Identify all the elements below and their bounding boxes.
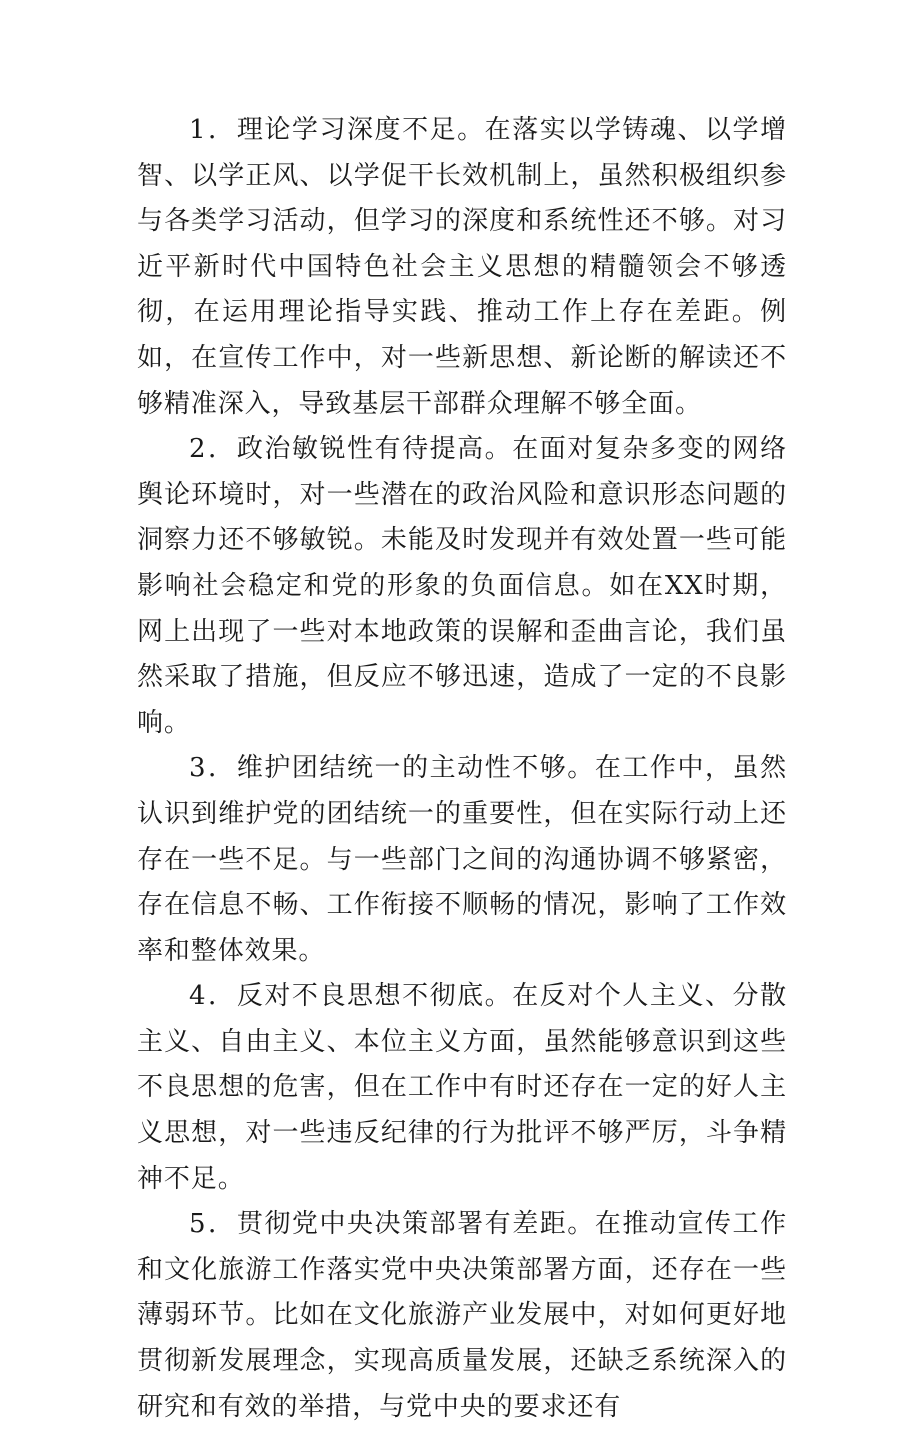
paragraph-1	[137, 108, 787, 427]
paragraph-text: 理论学习深度不足。在落实以学铸魂、以学增智、以学正风、以学促干长效机制上，虽然积极组织参与各类学习活动，但学习的深度和系统性还不够。对习近平新时代中国特色社会主义思想的精髓领会不够透彻，在运用理论指导实践、推动工作上存在差距。例如，在宣传工作中，对一些新思想、新论断的解读还不够精准深入，导致基层干部群众理解不够全面。	[137, 115, 787, 419]
paragraph-text: 贯彻党中央决策部署有差距。在推动宣传工作和文化旅游工作落实党中央决策部署方面，还存在一些薄弱环节。比如在文化旅游产业发展中，对如何更好地贯彻新发展理念，实现高质量发展，还缺乏系统深入的研究和有效的举措，与党中央的要求还有	[137, 1209, 787, 1422]
paragraph-text: 政治敏锐性有待提高。在面对复杂多变的网络舆论环境时，对一些潜在的政治风险和意识形态问题的洞察力还不够敏锐。未能及时发现并有效处置一些可能影响社会稳定和党的形象的负面信息。如在XX时期，网上出现了一些对本地政策的误解和歪曲言论，我们虽然采取了措施，但反应不够迅速，造成了一定的不良影响。	[137, 434, 787, 738]
paragraph-text: 维护团结统一的主动性不够。在工作中，虽然认识到维护党的团结统一的重要性，但在实际行动上还存在一些不足。与一些部门之间的沟通协调不够紧密，存在信息不畅、工作衔接不顺畅的情况，影响了工作效率和整体效果。	[137, 753, 787, 966]
paragraph-4	[137, 974, 787, 1202]
paragraph-number: 4．	[189, 981, 237, 1012]
paragraph-number: 1．	[189, 115, 237, 145]
paragraph-5	[137, 1202, 787, 1430]
paragraph-3	[137, 746, 787, 974]
paragraph-text: 反对不良思想不彻底。在反对个人主义、分散主义、自由主义、本位主义方面，虽然能够意识到这些不良思想的危害，但在工作中有时还存在一定的好人主义思想，对一些违反纪律的行为批评不够严厉，斗争精神不足。	[137, 981, 787, 1194]
paragraph-number: 5．	[189, 1209, 237, 1240]
paragraph-number: 3．	[189, 753, 237, 784]
paragraph-number: 2．	[189, 434, 237, 465]
paragraph-2	[137, 427, 787, 746]
document-body	[137, 108, 787, 1430]
